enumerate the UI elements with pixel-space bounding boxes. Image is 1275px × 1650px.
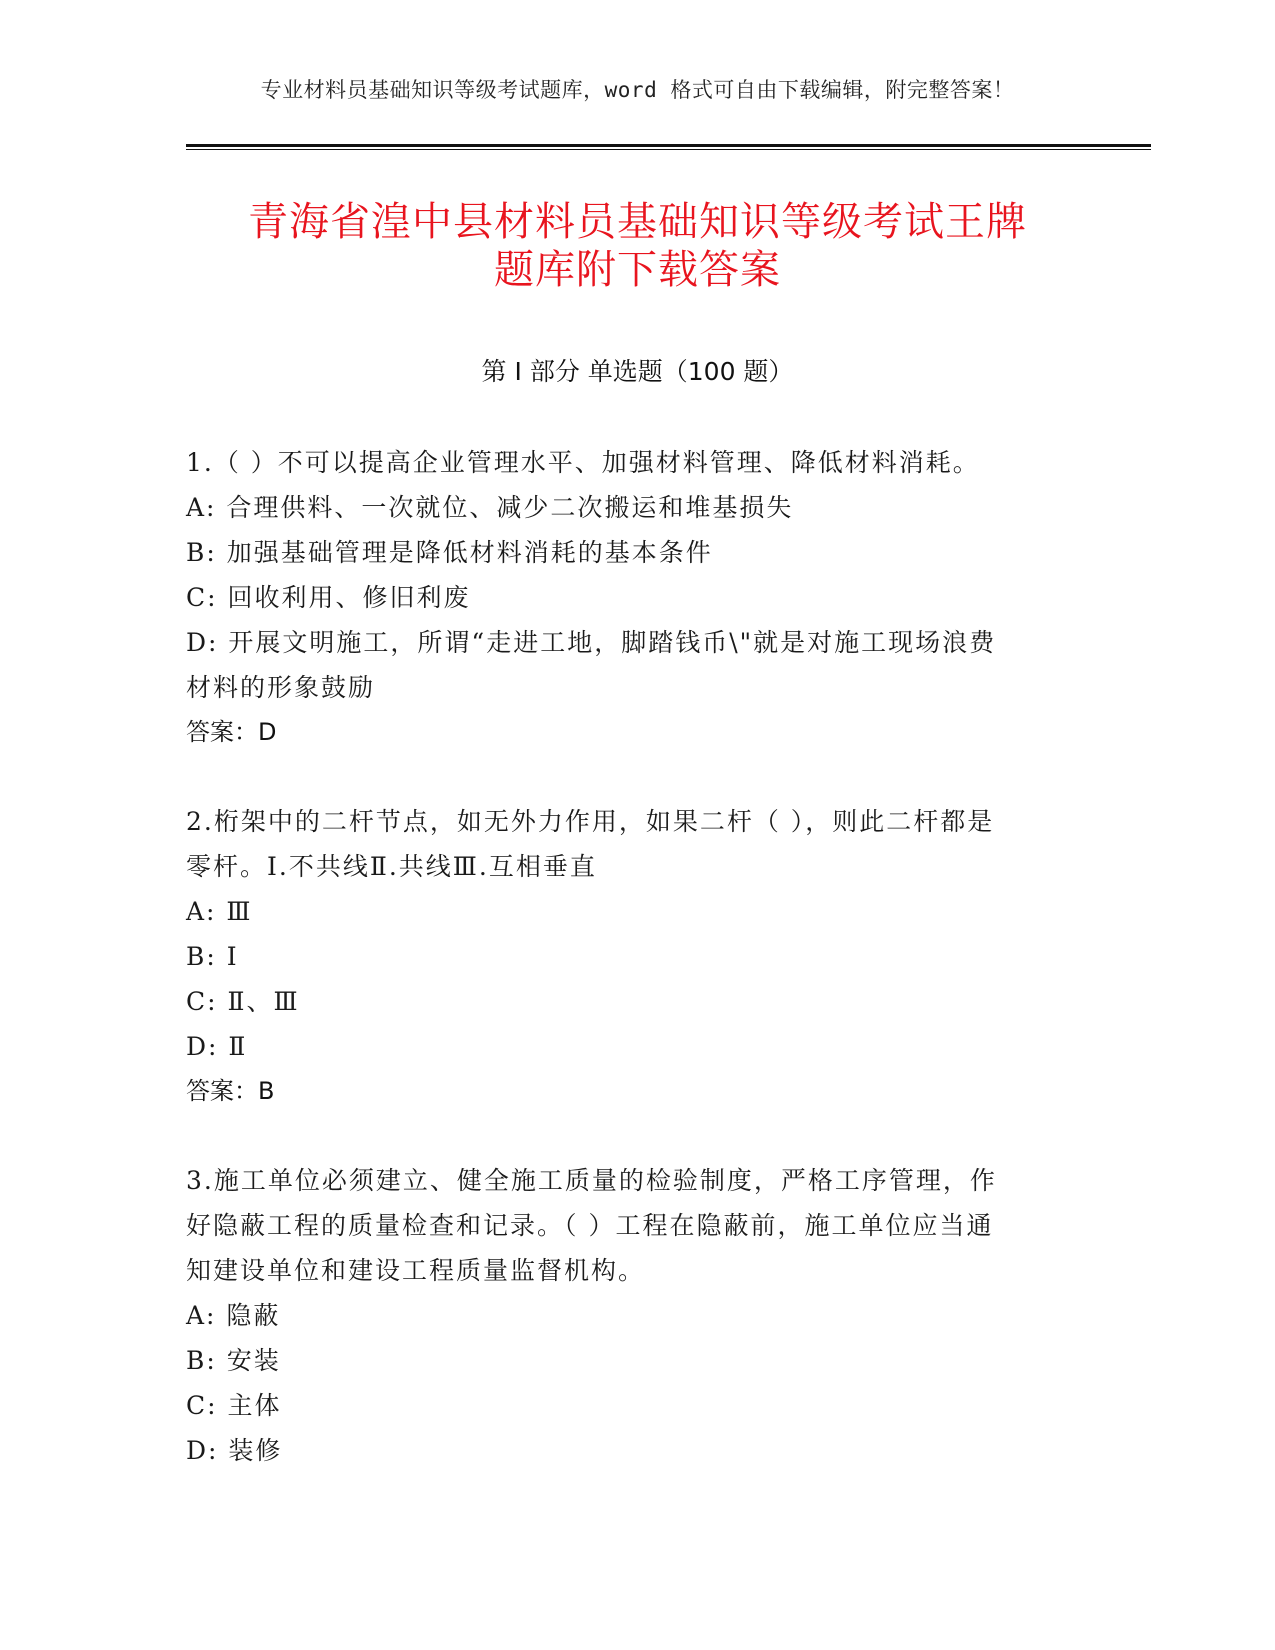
option-d: D: Ⅱ [186,1032,248,1061]
question-stem: 2.桁架中的二杆节点，如无外力作用，如果二杆（ ），则此二杆都是 [186,807,995,836]
question-1 [186,440,1066,755]
option-a: A: Ⅲ [186,897,253,926]
section-title: 第 I 部分 单选题（100 题） [481,357,794,386]
option-d: D: 开展文明施工，所谓“走进工地，脚踏钱币\"就是对施工现场浪费 [186,628,997,657]
header-rule [186,144,1151,150]
option-b: B: 加强基础管理是降低材料消耗的基本条件 [186,538,713,567]
answer-label: 答案：B [186,1077,275,1105]
option-b: B: I [186,942,239,971]
option-b: B: 安装 [186,1346,281,1375]
option-a: A: 合理供料、一次就位、减少二次搬运和堆基损失 [186,493,794,522]
question-stem: 1.（ ）不可以提高企业管理水平、加强材料管理、降低材料消耗。 [186,448,980,477]
question-2 [186,799,1066,1114]
question-stem: 3.施工单位必须建立、健全施工质量的检验制度，严格工序管理，作 [186,1166,997,1195]
option-a: A: 隐蔽 [186,1301,281,1330]
question-stem-continued: 知建设单位和建设工程质量监督机构。 [186,1256,646,1285]
option-c: C: Ⅱ、Ⅲ [186,987,300,1016]
question-3 [186,1158,1066,1473]
document-title-line-1: 青海省湟中县材料员基础知识等级考试王牌 [248,199,1027,245]
option-c: C: 回收利用、修旧利废 [186,583,471,612]
document-title-line-2: 题库附下载答案 [494,247,781,293]
question-list [186,440,1066,1517]
question-stem-continued: 零杆。I.不共线Ⅱ.共线Ⅲ.互相垂直 [186,852,597,881]
question-stem-continued: 好隐蔽工程的质量检查和记录。（ ）工程在隐蔽前，施工单位应当通 [186,1211,994,1240]
option-d-continued: 材料的形象鼓励 [186,673,376,702]
option-d: D: 装修 [186,1436,283,1465]
document-title [150,198,1125,294]
option-c: C: 主体 [186,1391,282,1420]
header-note: 专业材料员基础知识等级考试题库，word 格式可自由下载编辑，附完整答案！ [260,78,1015,102]
answer-label: 答案：D [186,718,277,746]
